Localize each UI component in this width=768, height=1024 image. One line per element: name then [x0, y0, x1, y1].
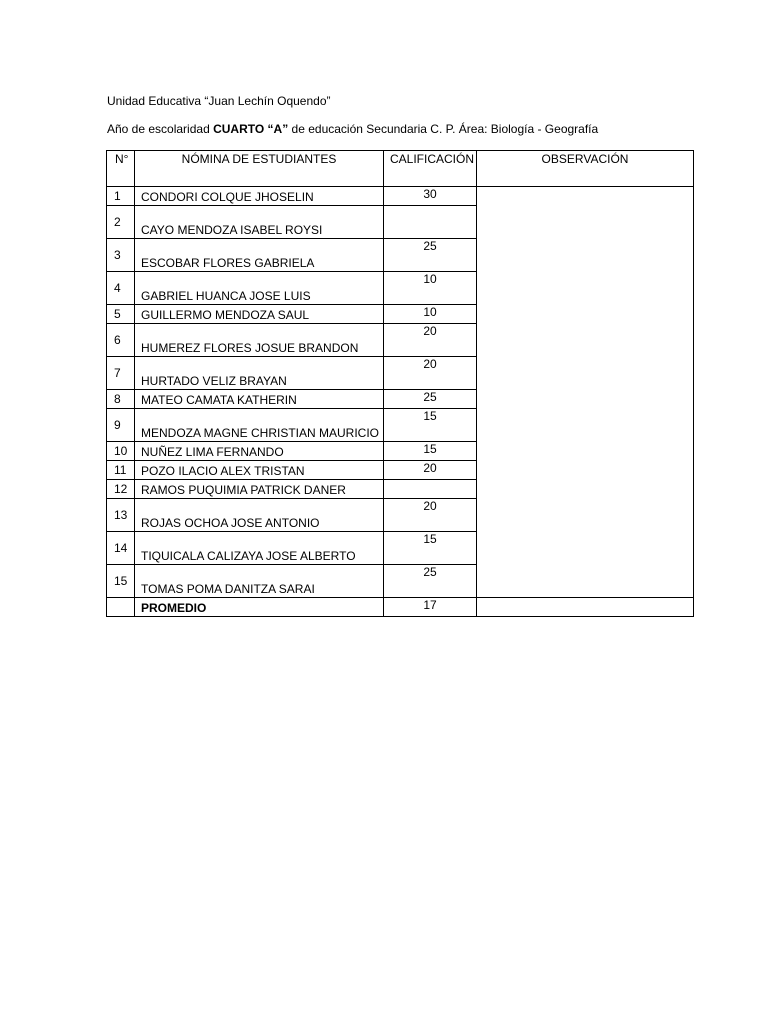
row-number: 8	[107, 390, 135, 409]
row-number: 2	[107, 206, 135, 239]
table-header-row	[107, 151, 694, 187]
course-suffix: de educación Secundaria C. P. Área: Biología - Geografía	[288, 122, 599, 136]
course-info	[107, 122, 598, 136]
student-grade: 20	[384, 499, 477, 532]
row-number: 11	[107, 461, 135, 480]
row-number: 14	[107, 532, 135, 565]
row-number: 13	[107, 499, 135, 532]
student-name: CAYO MENDOZA ISABEL ROYSI	[135, 206, 384, 239]
student-name: TIQUICALA CALIZAYA JOSE ALBERTO	[135, 532, 384, 565]
student-grade: 20	[384, 324, 477, 357]
student-name: POZO ILACIO ALEX TRISTAN	[135, 461, 384, 480]
column-header-grade: CALIFICACIÓN	[384, 151, 477, 187]
total-number-cell	[107, 598, 135, 617]
row-number: 6	[107, 324, 135, 357]
student-name: GUILLERMO MENDOZA SAUL	[135, 305, 384, 324]
student-name: MATEO CAMATA KATHERIN	[135, 390, 384, 409]
student-grade	[384, 480, 477, 499]
student-name: NUÑEZ LIMA FERNANDO	[135, 442, 384, 461]
row-number: 1	[107, 187, 135, 206]
table-row	[107, 187, 694, 206]
course-prefix: Año de escolaridad	[107, 122, 214, 136]
student-name: TOMAS POMA DANITZA SARAI	[135, 565, 384, 598]
student-grade: 25	[384, 239, 477, 272]
student-grade: 20	[384, 461, 477, 480]
row-number: 9	[107, 409, 135, 442]
observation-cell	[477, 187, 694, 598]
total-value: 17	[384, 598, 477, 617]
student-name: MENDOZA MAGNE CHRISTIAN MAURICIO	[135, 409, 384, 442]
row-number: 10	[107, 442, 135, 461]
column-header-name: NÓMINA DE ESTUDIANTES	[135, 151, 384, 187]
student-grade: 20	[384, 357, 477, 390]
column-header-number: N°	[107, 151, 135, 187]
student-grade: 10	[384, 305, 477, 324]
student-grade: 25	[384, 390, 477, 409]
total-observation-cell	[477, 598, 694, 617]
row-number: 3	[107, 239, 135, 272]
student-name: HUMEREZ FLORES JOSUE BRANDON	[135, 324, 384, 357]
total-row	[107, 598, 694, 617]
student-grade: 15	[384, 409, 477, 442]
column-header-observation: OBSERVACIÓN	[477, 151, 694, 187]
row-number: 5	[107, 305, 135, 324]
grades-table	[106, 150, 694, 617]
total-label: PROMEDIO	[135, 598, 384, 617]
student-name: CONDORI COLQUE JHOSELIN	[135, 187, 384, 206]
student-name: GABRIEL HUANCA JOSE LUIS	[135, 272, 384, 305]
course-grade: CUARTO “A”	[213, 122, 289, 136]
row-number: 7	[107, 357, 135, 390]
student-name: HURTADO VELIZ BRAYAN	[135, 357, 384, 390]
student-name: RAMOS PUQUIMIA PATRICK DANER	[135, 480, 384, 499]
student-name: ESCOBAR FLORES GABRIELA	[135, 239, 384, 272]
row-number: 4	[107, 272, 135, 305]
row-number: 15	[107, 565, 135, 598]
table-body	[107, 187, 694, 617]
school-name: Unidad Educativa “Juan Lechín Oquendo”	[107, 94, 331, 108]
student-grade	[384, 206, 477, 239]
student-grade: 30	[384, 187, 477, 206]
student-grade: 10	[384, 272, 477, 305]
student-grade: 15	[384, 532, 477, 565]
student-name: ROJAS OCHOA JOSE ANTONIO	[135, 499, 384, 532]
row-number: 12	[107, 480, 135, 499]
student-grade: 15	[384, 442, 477, 461]
student-grade: 25	[384, 565, 477, 598]
